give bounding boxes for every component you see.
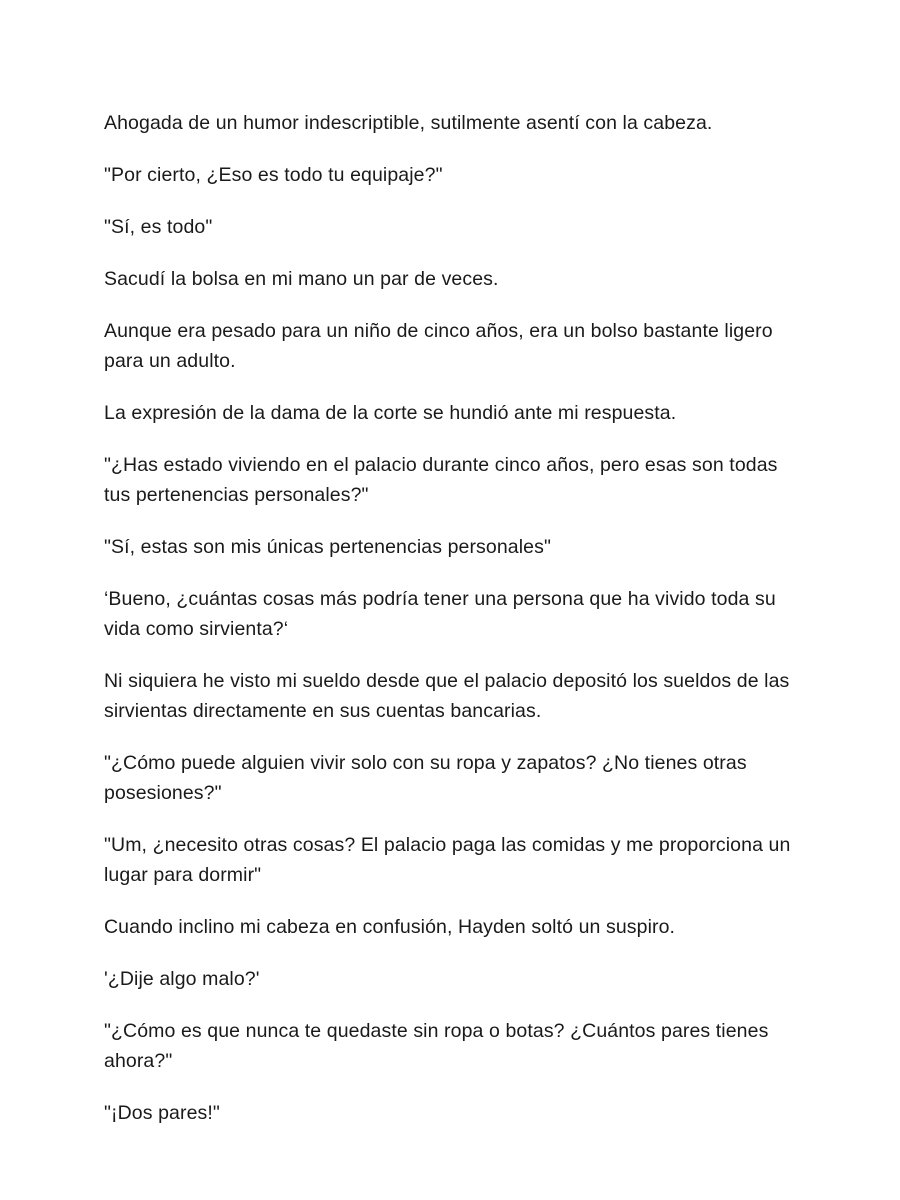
paragraph: ‘Bueno, ¿cuántas cosas más podría tener una persona que ha vivido toda su vida como sirvienta?‘: [104, 588, 776, 640]
paragraph: Aunque era pesado para un niño de cinco años, era un bolso bastante ligero para un adulto.: [104, 320, 773, 372]
paragraph: Sacudí la bolsa en mi mano un par de veces.: [104, 268, 499, 290]
paragraph: "Sí, estas son mis únicas pertenencias personales": [104, 536, 551, 558]
paragraph: Cuando inclino mi cabeza en confusión, Hayden soltó un suspiro.: [104, 916, 676, 938]
paragraph: "¿Cómo es que nunca te quedaste sin ropa o botas? ¿Cuántos pares tienes ahora?": [104, 1020, 769, 1072]
paragraph: "¿Cómo puede alguien vivir solo con su ropa y zapatos? ¿No tienes otras posesiones?": [104, 752, 747, 804]
paragraph: Ni siquiera he visto mi sueldo desde que el palacio depositó los sueldos de las sirvientas directamente en sus cuentas bancarias.: [104, 670, 790, 722]
paragraph: "Um, ¿necesito otras cosas? El palacio paga las comidas y me proporciona un lugar para dormir": [104, 834, 791, 886]
paragraph: La expresión de la dama de la corte se hundió ante mi respuesta.: [104, 402, 677, 424]
paragraph: '¿Dije algo malo?': [104, 968, 260, 990]
paragraph: Ahogada de un humor indescriptible, sutilmente asentí con la cabeza.: [104, 112, 713, 134]
paragraph: "Sí, es todo": [104, 216, 213, 238]
document-body: [104, 108, 804, 1150]
paragraph: "Por cierto, ¿Eso es todo tu equipaje?": [104, 164, 443, 186]
paragraph: "¡Dos pares!": [104, 1102, 220, 1124]
paragraph: "¿Has estado viviendo en el palacio durante cinco años, pero esas son todas tus pertenencias personales?": [104, 454, 778, 506]
